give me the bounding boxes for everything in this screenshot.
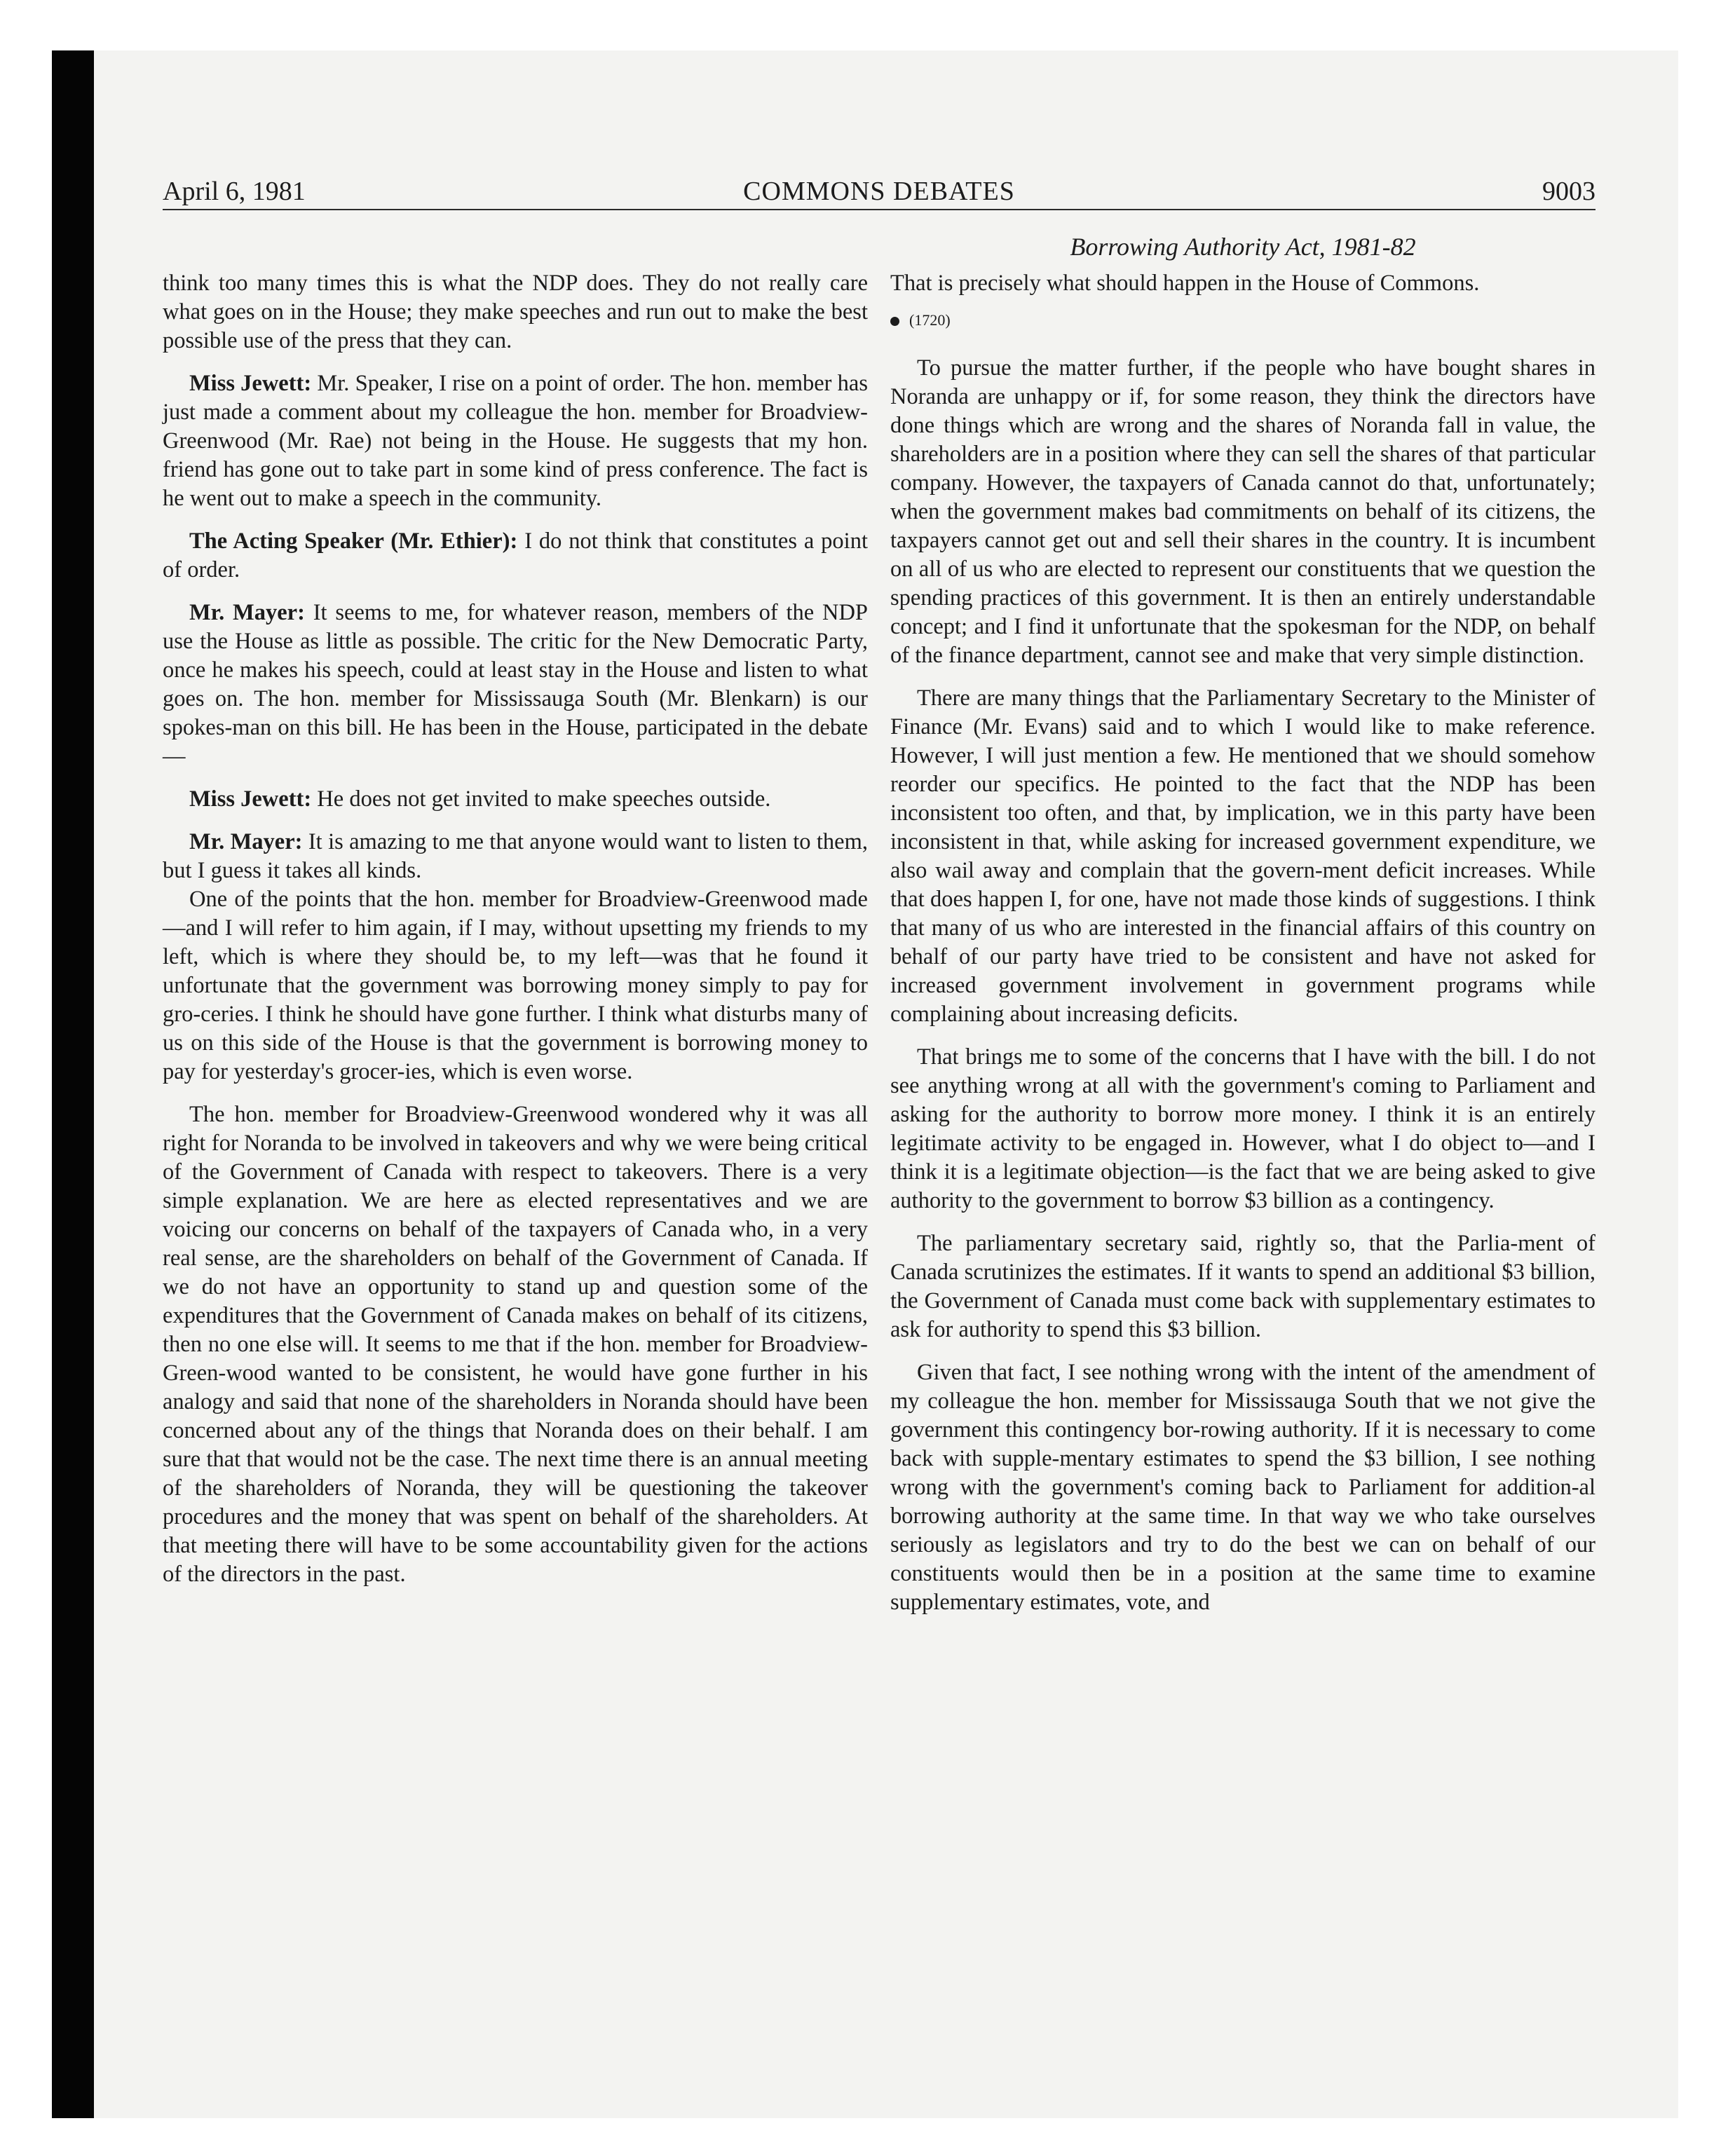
paragraph: To pursue the matter further, if the people who have bought shares in Noranda are unhappy or if, for some reason, they think the directors have done things which are wrong and the shares of Noranda fall in value, the shareholders are in a position where they can sell the shares of that particular company. However, the taxpayers of Canada cannot do that, unfortunately; when the government makes bad commitments on behalf of its citizens, the taxpayers cannot get out and sell their shares in the country. It is incumbent on all of us who are elected to represent our constituents that we question the spending practices of this government. It is then an entirely understandable concept; and I find it unfortunate that the spokesman for the NDP, on behalf of the finance department, cannot see and make that very simple distinction. <box>890 355 1595 668</box>
speech-text: It seems to me, for whatever reason, members of the NDP use the House as little as possible. The critic for the New Democratic Party, once he makes his speech, could at least stay in the House and listen to what goes on. The hon. member for Mississauga South (Mr. Blenkarn) is our spokes-man on this bill. He has been in the House, participated in the debate— <box>163 600 869 769</box>
speech <box>163 527 868 585</box>
speech-text: He does not get invited to make speeches outside. <box>311 786 771 812</box>
bullet-icon <box>890 317 899 326</box>
speech <box>163 599 868 771</box>
speaker-name: Miss Jewett: <box>189 786 312 812</box>
paragraph: That brings me to some of the concerns that I have with the bill. I do not see anything wrong at all with the government's coming to Parliament and asking for the authority to borrow more money. I think it is an entirely legitimate activity to be engaged in. However, what I do object to—and I think it is a legitimate objection—is the fact that we are being asked to give authority to the government to borrow $3 billion as a contingency. <box>890 1044 1595 1213</box>
paragraph: The hon. member for Broadview-Greenwood wondered why it was all right for Noranda to be involved in takeovers and why we were being critical of the Government of Canada with respect to takeovers. There is a very simple explanation. We are here as elected representatives and we are voicing our concerns on behalf of the taxpayers of Canada who, in a very real sense, are the shareholders on behalf of the Government of Canada. If we do not have an opportunity to stand up and question some of the expenditures that the Government of Canada makes on behalf of its citizens, then no one else will. It seems to me that if the hon. member for Broadview-Green-wood wanted to be consistent, he would have gone further in his analogy and said that none of the shareholders in Noranda should have been concerned about any of the things that Noranda does on their behalf. I am sure that that would not be the case. The next time there is an annual meeting of the shareholders of Noranda, they will be questioning the takeover procedures and the money that was spent on behalf of the shareholders. At that meeting there will have to be some accountability given for the actions of the directors in the past. <box>163 1102 868 1587</box>
paragraph: There are many things that the Parliamentary Secretary to the Minister of Finance (Mr. Evans) said and to which I would like to make reference. However, I will just mention a few. He mentioned that we should somehow reorder our specifics. He pointed to the fact that the NDP has been inconsistent too often, and that, by implication, we in this party have been inconsistent in that, while asking for increased government expenditure, we also wail away and complain that the govern-ment deficit increases. While that does happen I, for one, have not made those kinds of suggestions. I think that many of us who are interested in the financial affairs of this country on behalf of our party have tried to be consistent and have not asked for increased government involvement in government programs while complaining about increasing deficits. <box>890 685 1595 1027</box>
right-column <box>890 269 1595 1631</box>
speech <box>163 785 868 814</box>
speech-text: I do not think that constitutes a point of order. <box>163 528 868 582</box>
paragraph: The parliamentary secretary said, rightly so, that the Parlia-ment of Canada scrutinizes the estimates. If it wants to spend an additional $3 billion, the Government of Canada must come back with supplementary estimates to ask for authority to spend this $3 billion. <box>890 1231 1595 1342</box>
speaker-name: Mr. Mayer: <box>189 829 303 854</box>
speech <box>163 828 868 885</box>
paragraph: think too many times this is what the NDP does. They do not really care what goes on in the House; they make speeches and run out to make the best possible use of the press that they can. <box>163 271 868 353</box>
left-column <box>163 269 868 1603</box>
speaker-name: Miss Jewett: <box>189 371 312 396</box>
paragraph: That is precisely what should happen in the House of Commons. <box>890 271 1480 296</box>
speech-text: It is amazing to me that anyone would want to listen to them, but I guess it takes all kinds. <box>163 829 869 883</box>
scan-binding-edge <box>52 50 94 2118</box>
paragraph: One of the points that the hon. member for Broadview-Greenwood made—and I will refer to him again, if I may, without upsetting my friends to my left, which is where they should be, to my left—was that he found it unfortunate that the government was borrowing money simply to pay for gro-ceries. I think he should have gone further. I think what disturbs many of us on this side of the House is that the government is borrowing money to pay for yesterday's grocer-ies, which is even worse. <box>163 887 868 1084</box>
header-title: COMMONS DEBATES <box>743 177 1015 206</box>
speech <box>163 369 868 513</box>
speaker-name: Mr. Mayer: <box>189 600 305 625</box>
speech-text: Mr. Speaker, I rise on a point of order. The hon. member has just made a comment about my colleague the hon. member for Broadview-Greenwood (Mr. Rae) not being in the House. He suggests that my hon. friend has gone out to take part in some kind of press conference. The fact is he went out to make a speech in the community. <box>163 371 868 511</box>
speaker-name: The Acting Speaker (Mr. Ethier): <box>189 528 518 554</box>
page-header <box>163 174 1595 210</box>
time-marker <box>890 306 1595 334</box>
paragraph: Given that fact, I see nothing wrong with the intent of the amendment of my colleague the hon. member for Mississauga South that we not give the government this contingency bor-rowing authority. If it is necessary to come back with supple-mentary estimates to spend the $3 billion, I see nothing wrong with the government's coming back to Parliament for addition-al borrowing authority at the same time. In that way we who take ourselves seriously as legislators and try to do the best we can on behalf of our constituents would then be in a position at the same time to examine supplementary estimates, vote, and <box>890 1360 1595 1615</box>
running-head: Borrowing Authority Act, 1981-82 <box>1070 233 1416 261</box>
page-number: 9003 <box>1542 177 1595 206</box>
header-date: April 6, 1981 <box>163 177 306 206</box>
time-marker-text: (1720) <box>909 311 951 329</box>
